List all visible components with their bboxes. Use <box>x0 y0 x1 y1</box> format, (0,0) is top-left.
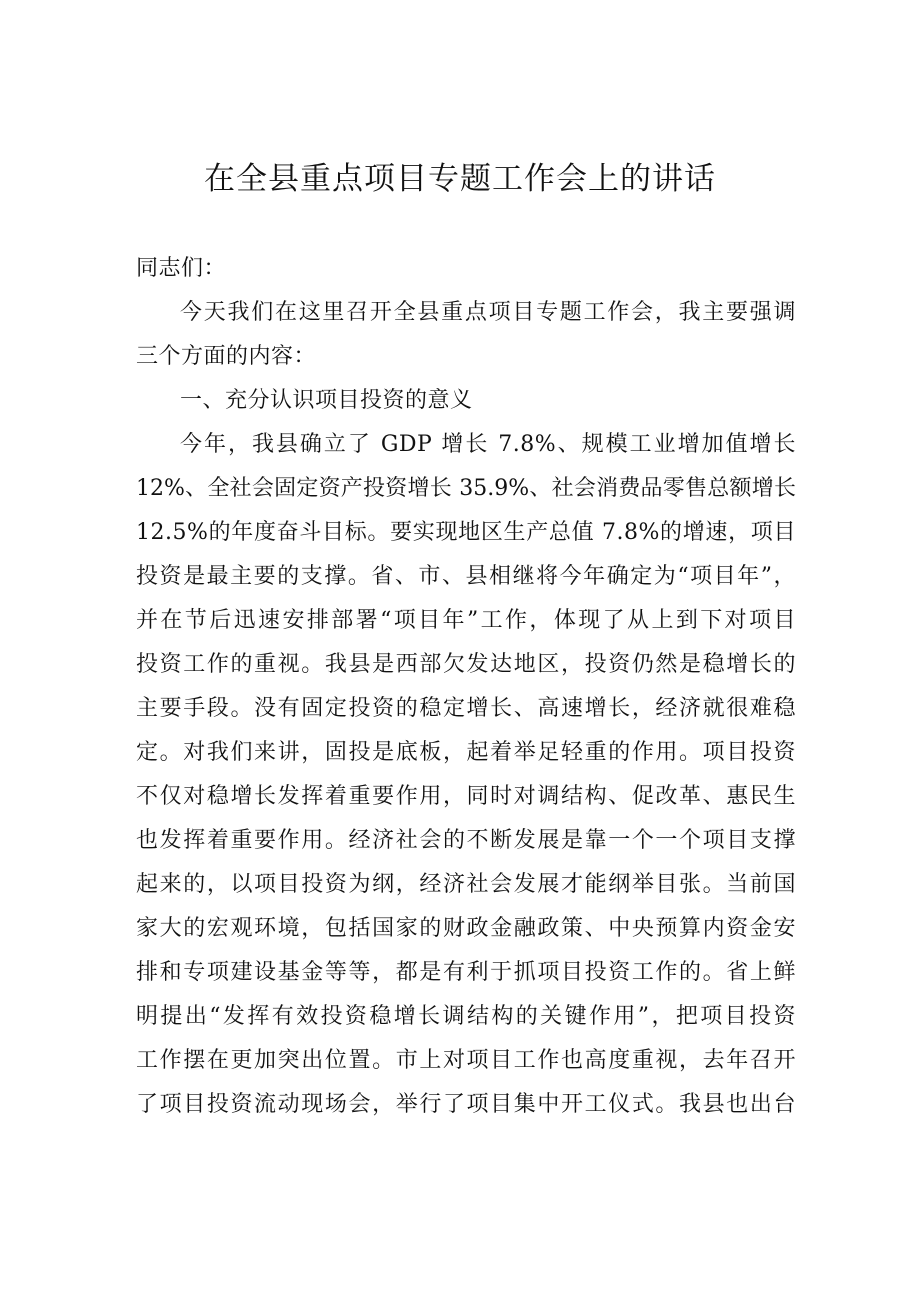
paragraph-line: 投资工作的重视。我县是西部欠发达地区，投资仍然是稳增长的 <box>136 652 796 677</box>
document-body <box>136 247 796 1127</box>
intro-line: 今天我们在这里召开全县重点项目专题工作会，我主要强调 <box>180 300 796 325</box>
paragraph-line: 家大的宏观环境，包括国家的财政金融政策、中央预算内资金安 <box>136 916 796 941</box>
paragraph-line: 排和专项建设基金等等，都是有利于抓项目投资工作的。省上鲜 <box>136 960 796 985</box>
paragraph-line: 投资是最主要的支撑。省、市、县相继将今年确定为“项目年”， <box>136 564 796 589</box>
paragraph-line: 定。对我们来讲，固投是底板，起着举足轻重的作用。项目投资 <box>136 740 796 765</box>
paragraph-line: 今年，我县确立了 GDP 增长 7.8%、规模工业增加值增长 <box>180 432 796 457</box>
paragraph-line: 明提出“发挥有效投资稳增长调结构的关键作用”，把项目投资 <box>136 1004 796 1029</box>
document-title: 在全县重点项目专题工作会上的讲话 <box>204 161 716 197</box>
paragraph-line: 也发挥着重要作用。经济社会的不断发展是靠一个一个项目支撑 <box>136 828 796 853</box>
intro-line: 三个方面的内容： <box>136 344 317 369</box>
section-heading: 一、充分认识项目投资的意义 <box>180 388 473 413</box>
paragraph-line: 主要手段。没有固定投资的稳定增长、高速增长，经济就很难稳 <box>136 696 796 721</box>
paragraph-line: 了项目投资流动现场会，举行了项目集中开工仪式。我县也出台 <box>136 1092 796 1117</box>
paragraph-line: 不仅对稳增长发挥着重要作用，同时对调结构、促改革、惠民生 <box>136 784 796 809</box>
paragraph-line: 并在节后迅速安排部署“项目年”工作，体现了从上到下对项目 <box>136 608 796 633</box>
paragraph-line: 12.5%的年度奋斗目标。要实现地区生产总值 7.8%的增速，项目 <box>136 520 796 545</box>
paragraph-line: 起来的，以项目投资为纲，经济社会发展才能纲举目张。当前国 <box>136 872 796 897</box>
salutation: 同志们： <box>136 256 227 281</box>
paragraph-line: 工作摆在更加突出位置。市上对项目工作也高度重视，去年召开 <box>136 1048 796 1073</box>
paragraph-line: 12%、全社会固定资产投资增长 35.9%、社会消费品零售总额增长 <box>136 476 796 501</box>
